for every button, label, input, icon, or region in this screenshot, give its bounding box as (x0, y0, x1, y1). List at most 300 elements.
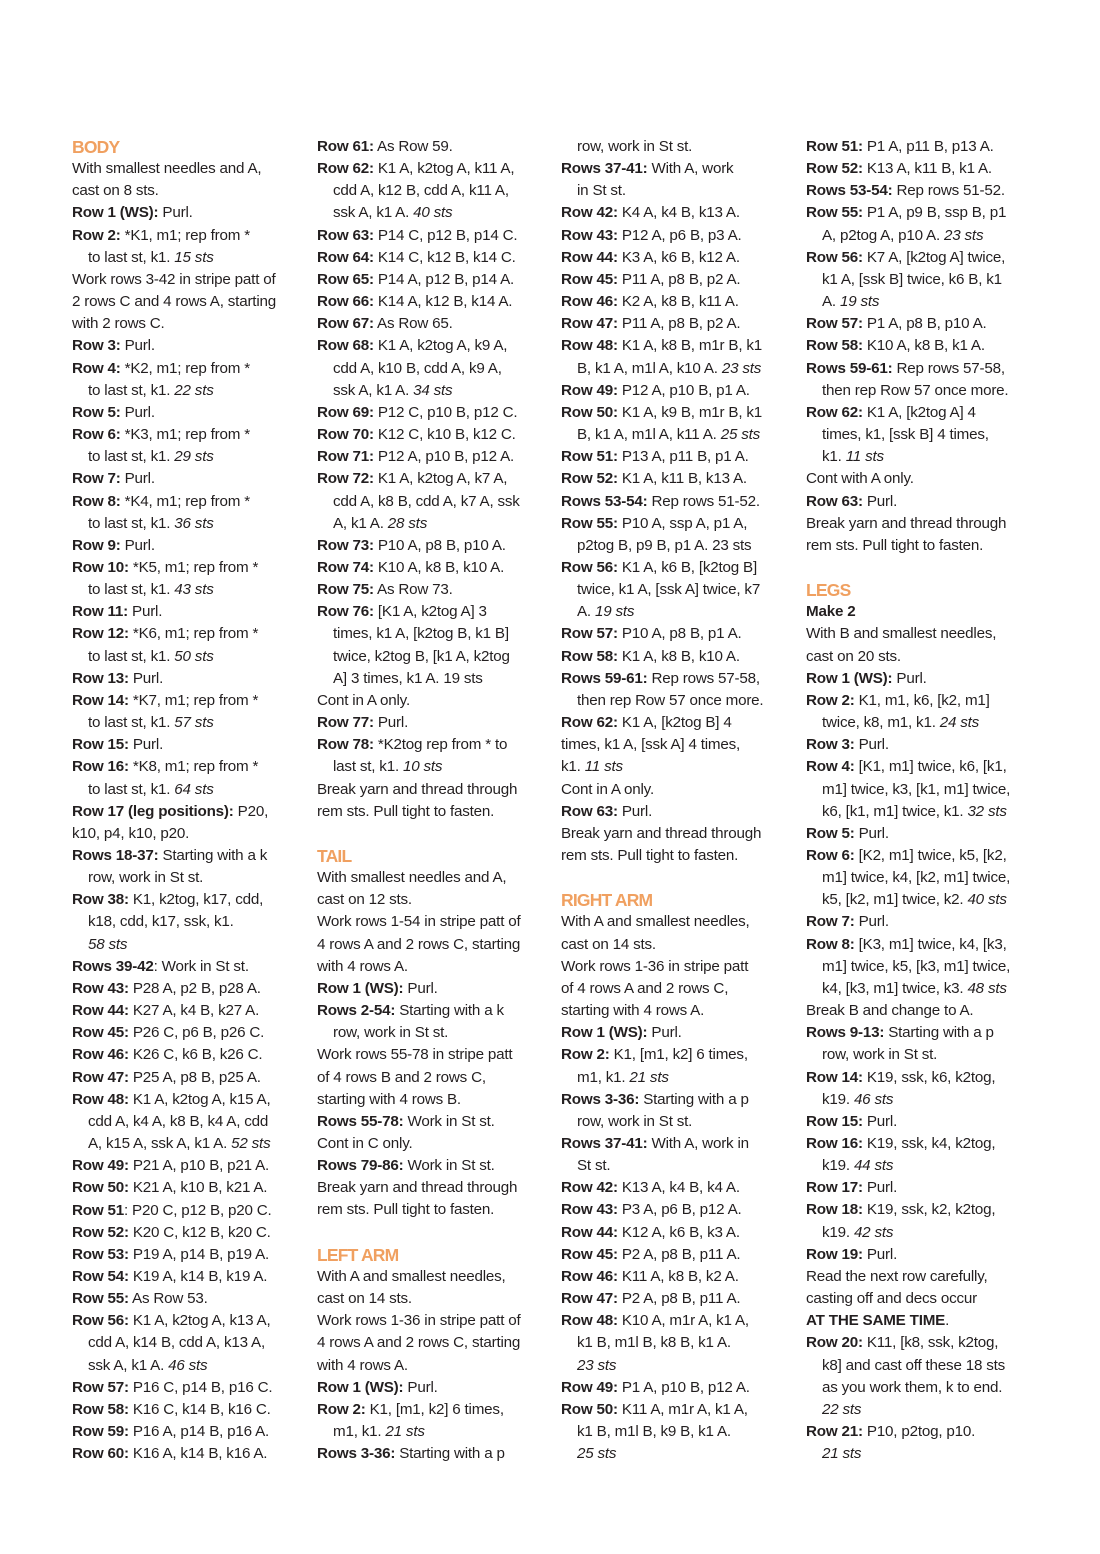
instruction-text: to last st, k1. (88, 514, 175, 532)
instruction-text: K1 A, [k2tog B] 4 (617, 714, 732, 732)
instruction-text: P1 A, p8 B, p10 A. (862, 315, 987, 333)
instruction-text: P12 A, p10 B, p12 A. (373, 448, 515, 466)
instruction-line (806, 180, 1038, 202)
stitch-count: 36 sts (174, 514, 214, 532)
instruction-text: *K8, m1; rep from * (128, 758, 259, 776)
instruction-text: as you work them, k to end. (822, 1378, 1003, 1396)
row-label: Row 72: (317, 470, 374, 488)
instruction-line (72, 1399, 304, 1421)
instruction-line (806, 158, 1038, 180)
instruction-text: K16 C, k14 B, k16 C. (128, 1400, 271, 1418)
instruction-text: 4 rows A and 2 rows C, starting (317, 1334, 521, 1352)
instruction-line (806, 402, 1038, 424)
instruction-text: in St st. (577, 182, 626, 200)
instruction-text: As Row 73. (373, 581, 453, 599)
row-label: Row 44: (561, 248, 618, 266)
row-label: Row 47: (72, 1068, 129, 1086)
instruction-text: Cont in A only. (317, 691, 410, 709)
instruction-line (561, 468, 793, 490)
row-label: Rows 53-54: (806, 182, 893, 200)
row-label: Row 17: (806, 1179, 863, 1197)
row-label: Row 1 (WS): (806, 669, 893, 687)
row-label: Rows 3-36: (561, 1090, 640, 1108)
row-label: Row 42: (561, 1179, 618, 1197)
instruction-line (72, 424, 304, 446)
instruction-text: k19. (822, 1223, 854, 1241)
instruction-text: cdd A, k4 A, k8 B, k4 A, cdd (88, 1112, 269, 1130)
instruction-text: *K6, m1; rep from * (128, 625, 259, 643)
row-label: Row 51: (561, 448, 618, 466)
row-label: Row 15: (806, 1112, 863, 1130)
instruction-text: k19. (822, 1090, 854, 1108)
instruction-text: K13 A, k11 B, k1 A. (862, 160, 992, 178)
row-label: Row 10: (72, 558, 129, 576)
instruction-text: Break yarn and thread through (806, 514, 1007, 532)
instruction-line (561, 313, 793, 335)
instruction-text: Purl. (854, 736, 889, 754)
instruction-text: With A and smallest needles, (317, 1267, 506, 1285)
instruction-text: A] 3 times, k1 A. 19 sts (333, 669, 483, 687)
instruction-text: Purl. (128, 669, 164, 687)
section-heading: TAIL (317, 845, 352, 866)
row-label: Rows 37-41: (561, 160, 648, 178)
instruction-text: P1 A, p9 B, ssp B, p1 (862, 204, 1007, 222)
instruction-line (806, 1067, 1038, 1089)
row-label: Row 52: (806, 160, 863, 178)
instruction-text: m1] twice, k5, [k3, m1] twice, (822, 957, 1011, 975)
instruction-text: P14 C, p12 B, p14 C. (373, 226, 518, 244)
instruction-text: Break B and change to A. (806, 1002, 974, 1020)
instruction-text: 2 rows C and 4 rows A, starting (72, 293, 276, 311)
instruction-line (806, 1222, 1038, 1244)
instruction-line (561, 579, 793, 601)
instruction-line (317, 1089, 549, 1111)
instruction-text: Purl. (403, 979, 438, 997)
instruction-line (317, 779, 549, 801)
row-label: Row 46: (561, 1267, 618, 1285)
row-label: Row 45: (561, 270, 618, 288)
row-label: Rows 39-42 (72, 957, 154, 975)
stitch-count: 48 sts (967, 979, 1007, 997)
instruction-line (317, 1133, 549, 1155)
instruction-text: k8] and cast off these 18 sts (822, 1356, 1006, 1374)
instruction-line (317, 1288, 549, 1310)
instruction-text: With B and smallest needles, (806, 625, 997, 643)
instruction-line (806, 601, 1038, 623)
instruction-text: [K2, m1] twice, k5, [k2, (854, 846, 1007, 864)
instruction-text: cdd A, k8 B, cdd A, k7 A, ssk (333, 492, 520, 510)
instruction-line (317, 1155, 549, 1177)
instruction-text: With A and smallest needles, (561, 913, 750, 931)
instruction-line (72, 1310, 304, 1332)
stitch-count: 24 sts (939, 714, 980, 732)
instruction-line (317, 690, 549, 712)
instruction-text: P19 A, p14 B, p19 A. (128, 1245, 270, 1263)
instruction-text: Break yarn and thread through (317, 780, 518, 798)
row-label: Row 17 (leg positions): (72, 802, 234, 820)
instruction-line (806, 934, 1038, 956)
instruction-line (72, 623, 304, 645)
row-label: Row 53: (72, 1245, 129, 1263)
instruction-line (561, 1288, 793, 1310)
row-label: Row 1 (WS): (561, 1024, 648, 1042)
instruction-text: A. (577, 603, 595, 621)
row-label: Row 49: (72, 1157, 129, 1175)
instruction-line (806, 1355, 1038, 1377)
instruction-line (806, 1133, 1038, 1155)
instruction-text: K1 A, k2tog A, k7 A, (373, 470, 508, 488)
row-label: Row 63: (317, 226, 374, 244)
instruction-line (72, 358, 304, 380)
instruction-line (317, 601, 549, 623)
instruction-text: p2tog B, p9 B, p1 A. 23 sts (577, 536, 752, 554)
instruction-text: k1 B, m1l B, k9 B, k1 A. (577, 1423, 731, 1441)
row-label: Row 63: (561, 802, 618, 820)
stitch-count: 19 sts (594, 603, 635, 621)
instruction-line (317, 1332, 549, 1354)
instruction-text: Purl. (854, 913, 889, 931)
instruction-line (72, 1377, 304, 1399)
row-label: Row 18: (806, 1201, 863, 1219)
instruction-text: then rep Row 57 once more. (577, 691, 764, 709)
instruction-text: K1, [m1, k2] 6 times, (609, 1046, 748, 1064)
instruction-text: cast on 14 sts. (561, 935, 656, 953)
stitch-count: 46 sts (168, 1356, 208, 1374)
instruction-text: Purl. (862, 1112, 898, 1130)
row-label: Rows 59-61: (561, 669, 648, 687)
instruction-text: B, k1 A, m1l A, k11 A. (577, 426, 721, 444)
instruction-line (806, 1310, 1038, 1332)
instruction-line (72, 247, 304, 269)
instruction-line (317, 1022, 549, 1044)
instruction-line (317, 358, 549, 380)
row-label: Row 6: (72, 426, 121, 444)
instruction-line (561, 1399, 793, 1421)
instruction-text: k1 A, [ssk B] twice, k6 B, k1 (822, 270, 1002, 288)
instruction-text: *K2, m1; rep from * (120, 359, 250, 377)
instruction-text: cast on 14 sts. (317, 1290, 412, 1308)
instruction-text: Read the next row carefully, (806, 1267, 988, 1285)
instruction-text: K1 A, k8 B, m1r B, k1 (617, 337, 763, 355)
instruction-line (561, 1067, 793, 1089)
stitch-count: 57 sts (174, 714, 214, 732)
instruction-text: to last st, k1. (88, 381, 175, 399)
instruction-text: cdd A, k14 B, cdd A, k13 A, (88, 1334, 265, 1352)
instruction-line (317, 158, 549, 180)
instruction-line (806, 446, 1038, 468)
stitch-count: 42 sts (853, 1223, 894, 1241)
instruction-text: Starting with a p (639, 1090, 749, 1108)
instruction-line (317, 402, 549, 424)
row-label: Row 61: (317, 138, 374, 155)
instruction-line (317, 1177, 549, 1199)
instruction-line (72, 158, 304, 180)
instruction-line (72, 513, 304, 535)
instruction-text: cdd A, k10 B, cdd A, k9 A, (333, 359, 502, 377)
instruction-text: Purl. (128, 736, 164, 754)
row-label: Row 66: (317, 293, 374, 311)
instruction-line (72, 468, 304, 490)
instruction-line (561, 380, 793, 402)
instruction-text: Rep rows 57-58, (647, 669, 760, 687)
row-label: Row 49: (561, 1378, 618, 1396)
instruction-text: cast on 20 sts. (806, 647, 901, 665)
instruction-line (561, 446, 793, 468)
instruction-line (317, 424, 549, 446)
stitch-count: 40 sts (413, 204, 453, 222)
instruction-text: P1 A, p11 B, p13 A. (862, 138, 994, 155)
instruction-text: Purl. (120, 403, 155, 421)
instruction-line (806, 335, 1038, 357)
instruction-text: [K3, m1] twice, k4, [k3, (854, 935, 1007, 953)
instruction-line (317, 535, 549, 557)
instruction-line (317, 491, 549, 513)
row-label: Row 5: (806, 824, 855, 842)
instruction-line (561, 269, 793, 291)
instruction-line (806, 889, 1038, 911)
instruction-line (806, 867, 1038, 889)
instruction-text: of 4 rows B and 2 rows C, (317, 1068, 486, 1086)
instruction-text: rem sts. Pull tight to fasten. (806, 536, 984, 554)
row-label: Row 67: (317, 315, 374, 333)
instruction-line (317, 468, 549, 490)
row-label: Row 7: (72, 470, 121, 488)
row-label: Row 47: (561, 1290, 618, 1308)
instruction-line (317, 646, 549, 668)
row-label: Row 12: (72, 625, 129, 643)
section-spacer (806, 557, 1038, 579)
instruction-text: Starting with a p (884, 1024, 994, 1042)
row-label: Row 19: (806, 1245, 863, 1263)
instruction-line (72, 491, 304, 513)
row-label: Row 9: (72, 536, 121, 554)
instruction-text: rem sts. Pull tight to fasten. (317, 1201, 495, 1219)
instruction-text: twice, k8, m1, k1. (822, 714, 940, 732)
instruction-text: Cont with A only. (806, 470, 914, 488)
instruction-text: P2 A, p8 B, p11 A. (617, 1290, 741, 1308)
instruction-text: Cont in A only. (561, 780, 654, 798)
instruction-line (72, 225, 304, 247)
instruction-line (561, 934, 793, 956)
instruction-line (317, 1443, 549, 1465)
instruction-line (317, 1199, 549, 1221)
instruction-line (561, 1443, 793, 1465)
instruction-text: K3 A, k6 B, k12 A. (617, 248, 740, 266)
instruction-text: twice, k2tog B, [k1 A, k2tog (333, 647, 510, 665)
instruction-text: K19, ssk, k2, k2tog, (862, 1201, 996, 1219)
instruction-line (806, 1399, 1038, 1421)
instruction-line (317, 734, 549, 756)
instruction-text: K1 A, [k2tog A] 4 (862, 403, 976, 421)
instruction-line (317, 668, 549, 690)
row-label: Row 56: (561, 558, 618, 576)
instruction-text: A, k15 A, ssk A, k1 A. (88, 1135, 232, 1153)
row-label: Row 54: (72, 1267, 129, 1285)
instruction-text: Purl. (120, 536, 155, 554)
instruction-line (72, 1133, 304, 1155)
stitch-count: 21 sts (385, 1423, 425, 1441)
instruction-line (317, 180, 549, 202)
instruction-text: K4 A, k4 B, k13 A. (617, 204, 740, 222)
row-label: Row 43: (72, 979, 129, 997)
instruction-line (317, 557, 549, 579)
instruction-line (806, 136, 1038, 158)
instruction-line (72, 867, 304, 889)
stitch-count: 44 sts (853, 1157, 894, 1175)
instruction-text: to last st, k1. (88, 780, 175, 798)
row-label: Row 15: (72, 736, 129, 754)
instruction-line (72, 801, 304, 823)
instruction-line (72, 1022, 304, 1044)
instruction-line (806, 1288, 1038, 1310)
row-label: Row 43: (561, 1201, 618, 1219)
instruction-line (72, 446, 304, 468)
instruction-text: row, work in St st. (577, 138, 693, 155)
instruction-text: cdd A, k12 B, cdd A, k11 A, (333, 182, 509, 200)
row-label: Row 58: (72, 1400, 129, 1418)
row-label: Row 59: (72, 1423, 129, 1441)
instruction-line (806, 1089, 1038, 1111)
row-label: Row 65: (317, 270, 374, 288)
instruction-text: P10 A, p8 B, p1 A. (617, 625, 742, 643)
instruction-text: Work in St st. (403, 1112, 495, 1130)
instruction-line (317, 313, 549, 335)
instruction-line (317, 911, 549, 933)
section-heading: LEFT ARM (317, 1244, 399, 1265)
instruction-text: With smallest needles and A, (72, 160, 262, 178)
instruction-line (561, 136, 793, 158)
stitch-count: 28 sts (387, 514, 428, 532)
instruction-text: K14 C, k12 B, k14 C. (373, 248, 516, 266)
instruction-text: K11 A, k8 B, k2 A. (617, 1267, 739, 1285)
instruction-text: Cont in C only. (317, 1135, 413, 1153)
row-label: Row 42: (561, 204, 618, 222)
row-label: Row 16: (806, 1135, 863, 1153)
instruction-line (317, 1421, 549, 1443)
instruction-text: P14 A, p12 B, p14 A. (373, 270, 515, 288)
instruction-text: As Row 59. (373, 138, 453, 155)
instruction-text: Purl. (158, 204, 193, 222)
instruction-line (317, 291, 549, 313)
instruction-line (561, 1044, 793, 1066)
instruction-line (806, 1177, 1038, 1199)
row-label: Row 56: (72, 1312, 129, 1330)
row-label: Row 57: (561, 625, 618, 643)
stitch-count: 23 sts (577, 1356, 617, 1374)
instruction-line (72, 291, 304, 313)
instruction-line (561, 1222, 793, 1244)
instruction-text: K1 A, k2tog A, k13 A, (128, 1312, 271, 1330)
instruction-line (561, 823, 793, 845)
row-label: Row 2: (806, 691, 855, 709)
instruction-line (317, 1355, 549, 1377)
instruction-text: Purl. (120, 337, 155, 355)
instruction-line (806, 1377, 1038, 1399)
instruction-line (561, 1022, 793, 1044)
instruction-line (72, 1067, 304, 1089)
instruction-text: P12 A, p6 B, p3 A. (617, 226, 742, 244)
instruction-text: *K1, m1; rep from * (120, 226, 250, 244)
instruction-line (72, 557, 304, 579)
column-1 (72, 136, 304, 1465)
instruction-text: Starting with a k (158, 847, 268, 864)
instruction-line (561, 1310, 793, 1332)
instruction-line (317, 956, 549, 978)
row-label: Row 62: (317, 160, 374, 178)
instruction-text: K1 A, k6 B, [k2tog B] (617, 558, 757, 576)
instruction-line (806, 911, 1038, 933)
row-label: Row 64: (317, 248, 374, 266)
instruction-text: with 4 rows A. (317, 1356, 408, 1374)
row-label: Row 1 (WS): (317, 979, 404, 997)
instruction-text: K19, ssk, k6, k2tog, (862, 1068, 996, 1086)
instruction-line (561, 180, 793, 202)
instruction-line (561, 756, 793, 778)
instruction-text: Purl. (862, 1245, 898, 1263)
instruction-line (806, 1044, 1038, 1066)
row-label: Rows 3-36: (317, 1445, 396, 1463)
instruction-line (317, 801, 549, 823)
stitch-count: 43 sts (174, 581, 214, 599)
instruction-line (806, 424, 1038, 446)
instruction-text: P3 A, p6 B, p12 A. (617, 1201, 742, 1219)
stitch-count: 21 sts (629, 1068, 669, 1086)
row-label: Row 52: (561, 470, 618, 488)
row-label: Row 3: (72, 337, 121, 355)
instruction-line (317, 1310, 549, 1332)
instruction-text: k10, p4, k10, p20. (72, 824, 190, 842)
instruction-line (72, 601, 304, 623)
instruction-line (561, 535, 793, 557)
instruction-line (806, 1244, 1038, 1266)
instruction-line (806, 247, 1038, 269)
instruction-text: to last st, k1. (88, 647, 175, 665)
stitch-count: 19 sts (839, 293, 880, 311)
row-label: Row 45: (561, 1245, 618, 1263)
row-label: Row 50: (72, 1179, 129, 1197)
instruction-line (317, 1266, 549, 1288)
row-label: Row 74: (317, 558, 374, 576)
instruction-line (561, 1111, 793, 1133)
stitch-count: 40 sts (967, 891, 1007, 909)
row-label: Row 2: (561, 1046, 610, 1064)
instruction-text: K19, ssk, k4, k2tog, (862, 1135, 996, 1153)
instruction-text: *K7, m1; rep from * (128, 691, 259, 709)
instruction-line (72, 402, 304, 424)
instruction-line (561, 801, 793, 823)
instruction-text: Work rows 55-78 in stripe patt (317, 1046, 513, 1064)
instruction-text: k1. (822, 448, 846, 466)
instruction-text: Rep rows 57-58, (892, 359, 1005, 377)
instruction-text: P13 A, p11 B, p1 A. (617, 448, 749, 466)
instruction-text: m1, k1. (577, 1068, 630, 1086)
instruction-text: P20, (233, 802, 269, 820)
instruction-line (72, 734, 304, 756)
instruction-text: ssk A, k1 A. (333, 204, 414, 222)
instruction-text: : P20 C, p12 B, p20 C. (123, 1201, 272, 1219)
row-label: Row 1 (WS): (317, 1378, 404, 1396)
instruction-text: With smallest needles and A, (317, 869, 507, 887)
instruction-line (561, 911, 793, 933)
row-label: Row 63: (806, 492, 863, 510)
instruction-text: Rep rows 51-52. (892, 182, 1005, 200)
row-label: Row 47: (561, 315, 618, 333)
section-heading: BODY (72, 137, 120, 157)
stitch-count: 34 sts (413, 381, 453, 399)
instruction-line (806, 380, 1038, 402)
column-4 (806, 136, 1038, 1465)
instruction-line (72, 1421, 304, 1443)
